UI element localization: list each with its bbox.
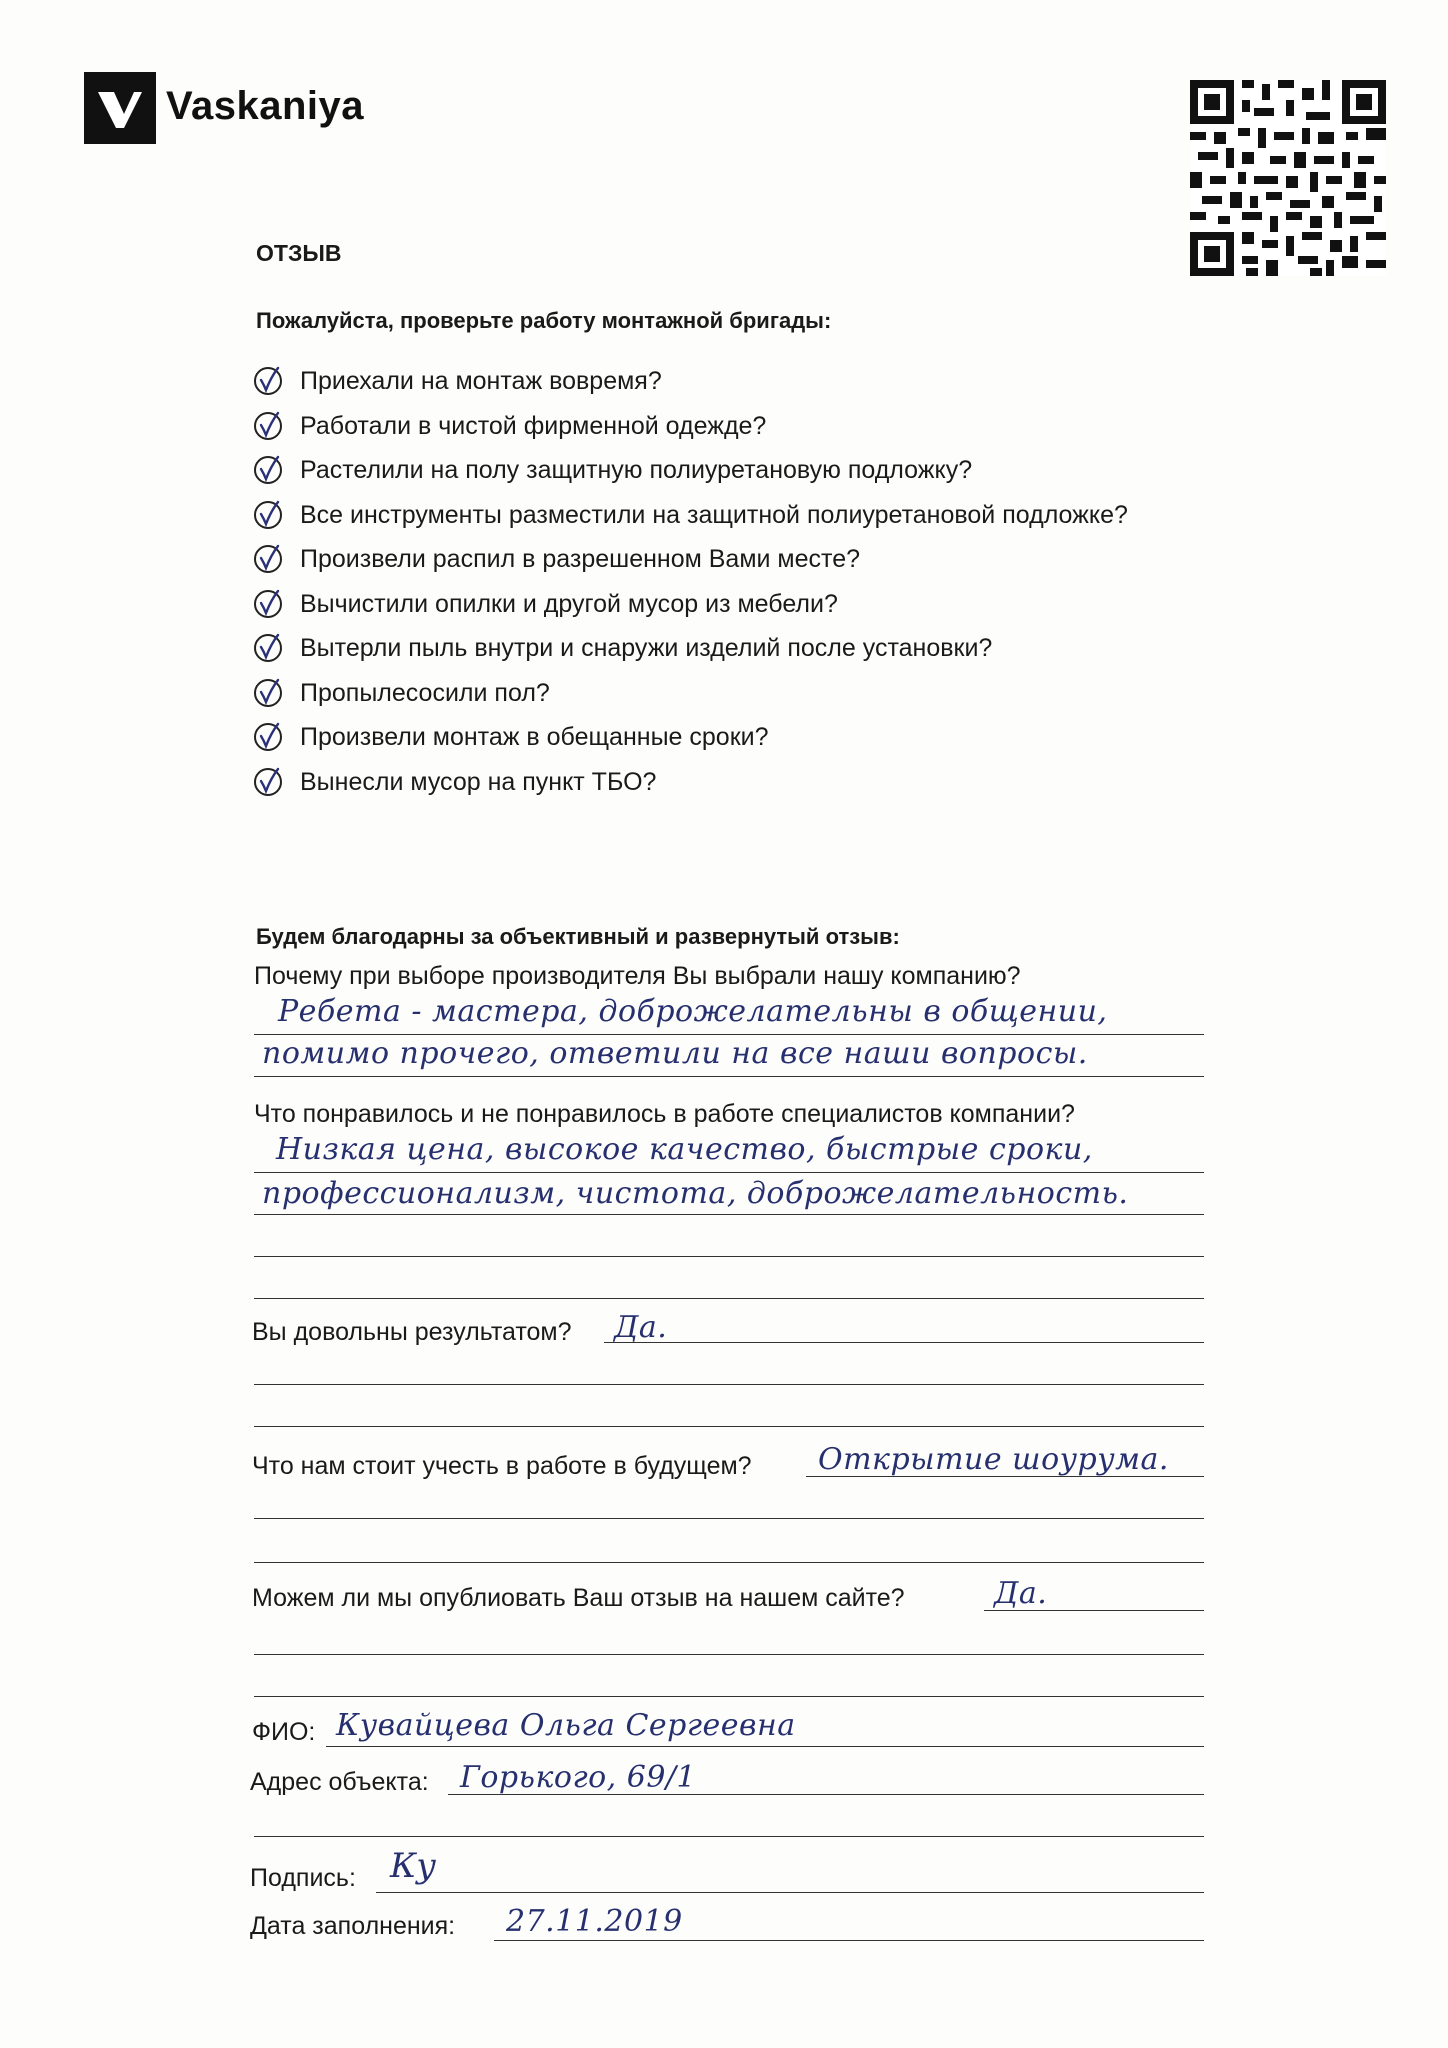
answer-rule [254, 1034, 1204, 1035]
checklist-item-label: Все инструменты разместили на защитной полиуретановой подложке? [300, 500, 1128, 529]
answer-future: Открытие шоурума. [818, 1442, 1169, 1477]
signature-label: Подпись: [250, 1864, 356, 1892]
question-liked-disliked: Что понравилось и не понравилось в работе специалистов компании? [254, 1100, 1075, 1128]
checked-circle-icon [252, 588, 284, 620]
answer-rule [604, 1342, 1204, 1343]
brand-logo-mark [84, 72, 156, 144]
answer-rule [326, 1746, 1204, 1747]
answer-rule [254, 1696, 1204, 1697]
answer-rule [376, 1892, 1204, 1893]
answer-rule [254, 1654, 1204, 1655]
answer-rule [254, 1256, 1204, 1257]
fio-label: ФИО: [252, 1718, 316, 1746]
v-logo-icon [84, 72, 156, 144]
checklist-item [252, 586, 838, 622]
checklist-item-label: Вычистили опилки и другой мусор из мебели? [300, 589, 838, 618]
answer-rule [254, 1518, 1204, 1519]
checklist-item [252, 408, 766, 444]
question-satisfied: Вы довольны результатом? [252, 1318, 572, 1346]
answer-why-company-line-2: помимо прочего, ответили на все наши вопросы. [262, 1036, 1088, 1071]
answer-rule [494, 1940, 1204, 1941]
checked-circle-icon [252, 721, 284, 753]
checklist-heading: Пожалуйста, проверьте работу монтажной бригады: [256, 308, 832, 333]
answer-satisfied: Да. [614, 1310, 668, 1345]
checked-circle-icon [252, 632, 284, 664]
qr-code-icon [1190, 80, 1386, 276]
document-title: ОТЗЫВ [256, 240, 342, 266]
answer-rule [984, 1610, 1204, 1611]
checklist-item-label: Приехали на монтаж вовремя? [300, 366, 662, 395]
address-label: Адрес объекта: [250, 1768, 429, 1796]
answer-why-company-line-1: Ребета - мастера, доброжелательны в общении, [278, 994, 1108, 1029]
checked-circle-icon [252, 677, 284, 709]
answer-rule [254, 1384, 1204, 1385]
checked-circle-icon [252, 454, 284, 486]
answer-rule [806, 1476, 1204, 1477]
address-value: Горького, 69/1 [460, 1760, 697, 1795]
checked-circle-icon [252, 766, 284, 798]
checklist-item-label: Произвели распил в разрешенном Вами месте? [300, 544, 860, 573]
answer-rule [254, 1172, 1204, 1173]
feedback-heading: Будем благодарны за объективный и развернутый отзыв: [256, 924, 900, 949]
checklist-item-label: Работали в чистой фирменной одежде? [300, 411, 767, 440]
answer-rule [254, 1214, 1204, 1215]
question-why-company: Почему при выборе производителя Вы выбрали нашу компанию? [254, 962, 1021, 990]
checklist-item [252, 452, 972, 488]
answer-rule [254, 1076, 1204, 1077]
fio-value: Кувайцева Ольга Сергеевна [336, 1708, 796, 1743]
checklist-item [252, 719, 769, 755]
brand-name: Vaskaniya [166, 84, 364, 128]
checklist-item [252, 675, 550, 711]
checked-circle-icon [252, 499, 284, 531]
checked-circle-icon [252, 365, 284, 397]
answer-publish: Да. [994, 1576, 1048, 1611]
checklist-item [252, 497, 1128, 533]
signature-value: Ку [390, 1846, 437, 1886]
answer-liked-line-1: Низкая цена, высокое качество, быстрые сроки, [276, 1132, 1093, 1167]
checklist-item [252, 541, 860, 577]
checklist-item-label: Пропылесосили пол? [300, 678, 550, 707]
date-value: 27.11.2019 [506, 1904, 683, 1939]
answer-rule [254, 1836, 1204, 1837]
checked-circle-icon [252, 410, 284, 442]
checklist-item [252, 363, 662, 399]
answer-rule [254, 1562, 1204, 1563]
checklist-item-label: Вынесли мусор на пункт ТБО? [300, 767, 657, 796]
answer-liked-line-2: профессионализм, чистота, доброжелательность. [262, 1176, 1129, 1211]
answer-rule [254, 1426, 1204, 1427]
checklist-item-label: Растелили на полу защитную полиуретановую подложку? [300, 455, 973, 484]
question-publish: Можем ли мы опублиовать Ваш отзыв на нашем сайте? [252, 1584, 905, 1612]
checklist-item-label: Произвели монтаж в обещанные сроки? [300, 722, 769, 751]
date-label: Дата заполнения: [250, 1912, 456, 1940]
checklist-item [252, 630, 992, 666]
answer-rule [254, 1298, 1204, 1299]
checklist-item [252, 764, 656, 800]
question-future: Что нам стоит учесть в работе в будущем? [252, 1452, 752, 1480]
checklist-item-label: Вытерли пыль внутри и снаружи изделий после установки? [300, 633, 993, 662]
checked-circle-icon [252, 543, 284, 575]
answer-rule [448, 1794, 1204, 1795]
